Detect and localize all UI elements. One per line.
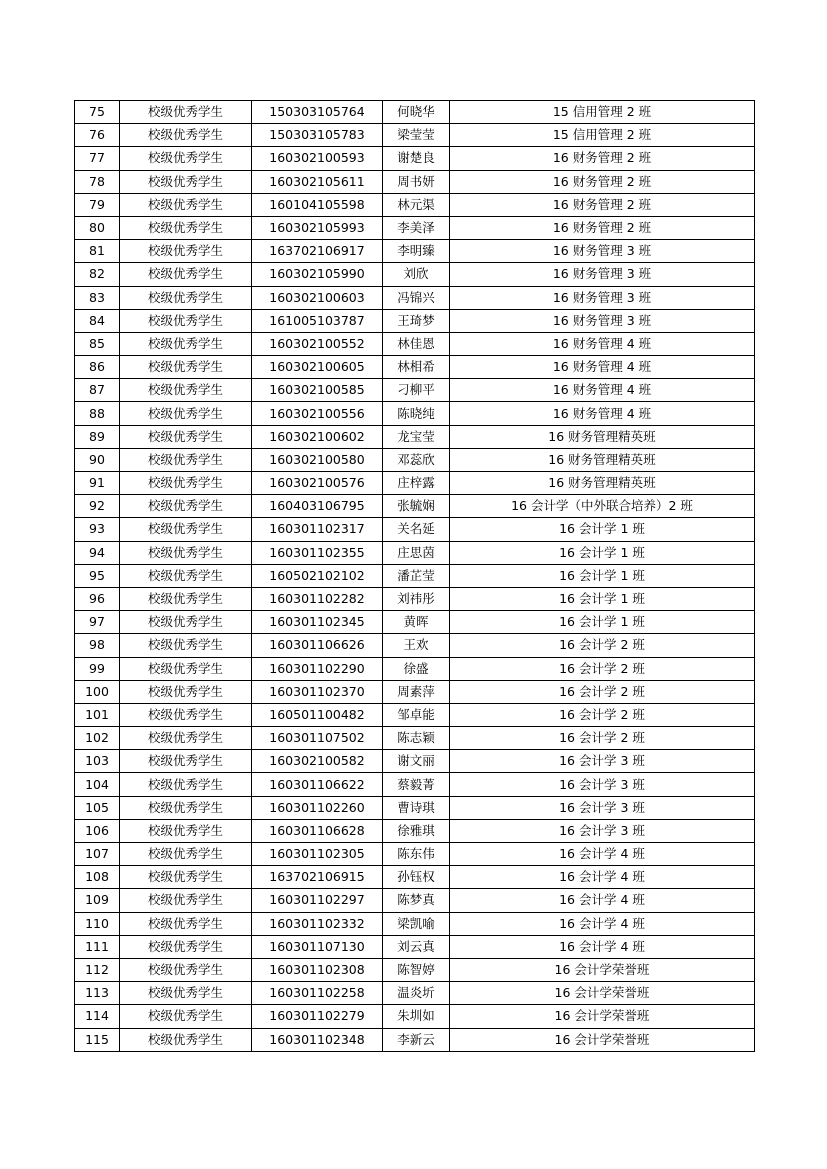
table-row bbox=[75, 425, 755, 448]
student-id-cell: 160301102355 bbox=[252, 541, 383, 564]
student-id-cell: 160302100556 bbox=[252, 402, 383, 425]
row-number-cell: 115 bbox=[75, 1028, 120, 1051]
row-number-cell: 92 bbox=[75, 495, 120, 518]
table-row bbox=[75, 564, 755, 587]
class-cell: 16 会计学 4 班 bbox=[450, 912, 755, 935]
table-row bbox=[75, 912, 755, 935]
student-name-cell: 朱圳如 bbox=[383, 1005, 450, 1028]
class-cell: 16 会计学荣誉班 bbox=[450, 1028, 755, 1051]
student-id-cell: 160301102332 bbox=[252, 912, 383, 935]
award-cell: 校级优秀学生 bbox=[120, 216, 252, 239]
award-cell: 校级优秀学生 bbox=[120, 958, 252, 981]
student-id-cell: 160301106628 bbox=[252, 819, 383, 842]
table-row bbox=[75, 819, 755, 842]
table-row bbox=[75, 402, 755, 425]
row-number-cell: 112 bbox=[75, 958, 120, 981]
student-id-cell: 160301102258 bbox=[252, 982, 383, 1005]
class-cell: 16 会计学 2 班 bbox=[450, 727, 755, 750]
row-number-cell: 87 bbox=[75, 379, 120, 402]
class-cell: 16 财务管理 2 班 bbox=[450, 216, 755, 239]
row-number-cell: 100 bbox=[75, 680, 120, 703]
student-name-cell: 林相希 bbox=[383, 356, 450, 379]
award-cell: 校级优秀学生 bbox=[120, 541, 252, 564]
table-row bbox=[75, 773, 755, 796]
table-row bbox=[75, 541, 755, 564]
table-row bbox=[75, 356, 755, 379]
row-number-cell: 82 bbox=[75, 263, 120, 286]
table-body bbox=[75, 101, 755, 1052]
row-number-cell: 94 bbox=[75, 541, 120, 564]
student-id-cell: 160301102308 bbox=[252, 958, 383, 981]
student-name-cell: 陈志颖 bbox=[383, 727, 450, 750]
student-name-cell: 李新云 bbox=[383, 1028, 450, 1051]
table-row bbox=[75, 472, 755, 495]
class-cell: 16 财务管理 4 班 bbox=[450, 379, 755, 402]
student-name-cell: 冯锦兴 bbox=[383, 286, 450, 309]
student-name-cell: 刁柳平 bbox=[383, 379, 450, 402]
row-number-cell: 90 bbox=[75, 448, 120, 471]
row-number-cell: 78 bbox=[75, 170, 120, 193]
row-number-cell: 107 bbox=[75, 843, 120, 866]
row-number-cell: 101 bbox=[75, 703, 120, 726]
student-id-cell: 160302105990 bbox=[252, 263, 383, 286]
class-cell: 16 财务管理 4 班 bbox=[450, 332, 755, 355]
row-number-cell: 102 bbox=[75, 727, 120, 750]
student-id-cell: 160302100576 bbox=[252, 472, 383, 495]
table-row bbox=[75, 240, 755, 263]
row-number-cell: 103 bbox=[75, 750, 120, 773]
class-cell: 16 财务管理 4 班 bbox=[450, 356, 755, 379]
award-cell: 校级优秀学生 bbox=[120, 124, 252, 147]
student-name-cell: 徐雅琪 bbox=[383, 819, 450, 842]
row-number-cell: 110 bbox=[75, 912, 120, 935]
award-cell: 校级优秀学生 bbox=[120, 657, 252, 680]
row-number-cell: 99 bbox=[75, 657, 120, 680]
table-row bbox=[75, 611, 755, 634]
student-name-cell: 王琦梦 bbox=[383, 309, 450, 332]
table-row bbox=[75, 657, 755, 680]
student-id-cell: 160302100605 bbox=[252, 356, 383, 379]
table-row bbox=[75, 680, 755, 703]
student-id-cell: 160302100552 bbox=[252, 332, 383, 355]
row-number-cell: 113 bbox=[75, 982, 120, 1005]
table-row bbox=[75, 703, 755, 726]
row-number-cell: 85 bbox=[75, 332, 120, 355]
row-number-cell: 109 bbox=[75, 889, 120, 912]
class-cell: 16 财务管理 3 班 bbox=[450, 263, 755, 286]
student-id-cell: 160302100602 bbox=[252, 425, 383, 448]
award-cell: 校级优秀学生 bbox=[120, 750, 252, 773]
row-number-cell: 98 bbox=[75, 634, 120, 657]
student-name-cell: 何晓华 bbox=[383, 101, 450, 124]
student-id-cell: 163702106917 bbox=[252, 240, 383, 263]
student-id-cell: 160301102279 bbox=[252, 1005, 383, 1028]
award-cell: 校级优秀学生 bbox=[120, 309, 252, 332]
class-cell: 16 财务管理 2 班 bbox=[450, 193, 755, 216]
row-number-cell: 106 bbox=[75, 819, 120, 842]
award-cell: 校级优秀学生 bbox=[120, 866, 252, 889]
student-name-cell: 刘云真 bbox=[383, 935, 450, 958]
student-id-cell: 160302100580 bbox=[252, 448, 383, 471]
class-cell: 16 财务管理 3 班 bbox=[450, 286, 755, 309]
student-name-cell: 庄梓露 bbox=[383, 472, 450, 495]
class-cell: 15 信用管理 2 班 bbox=[450, 101, 755, 124]
student-id-cell: 160302105993 bbox=[252, 216, 383, 239]
award-cell: 校级优秀学生 bbox=[120, 912, 252, 935]
class-cell: 16 财务管理精英班 bbox=[450, 448, 755, 471]
table-row bbox=[75, 982, 755, 1005]
class-cell: 16 财务管理精英班 bbox=[450, 425, 755, 448]
table-row bbox=[75, 170, 755, 193]
table-row bbox=[75, 889, 755, 912]
table-row bbox=[75, 866, 755, 889]
table-row bbox=[75, 309, 755, 332]
class-cell: 16 会计学 3 班 bbox=[450, 773, 755, 796]
class-cell: 16 会计学荣誉班 bbox=[450, 1005, 755, 1028]
student-id-cell: 163702106915 bbox=[252, 866, 383, 889]
award-cell: 校级优秀学生 bbox=[120, 518, 252, 541]
award-cell: 校级优秀学生 bbox=[120, 402, 252, 425]
class-cell: 16 会计学 2 班 bbox=[450, 680, 755, 703]
student-id-cell: 160301102290 bbox=[252, 657, 383, 680]
table-row bbox=[75, 1005, 755, 1028]
award-cell: 校级优秀学生 bbox=[120, 193, 252, 216]
student-name-cell: 曹诗琪 bbox=[383, 796, 450, 819]
student-name-cell: 林佳恩 bbox=[383, 332, 450, 355]
table-row bbox=[75, 147, 755, 170]
table-row bbox=[75, 286, 755, 309]
table-row bbox=[75, 379, 755, 402]
award-cell: 校级优秀学生 bbox=[120, 147, 252, 170]
award-cell: 校级优秀学生 bbox=[120, 819, 252, 842]
row-number-cell: 83 bbox=[75, 286, 120, 309]
student-name-cell: 蔡毅菁 bbox=[383, 773, 450, 796]
row-number-cell: 79 bbox=[75, 193, 120, 216]
award-cell: 校级优秀学生 bbox=[120, 703, 252, 726]
student-id-cell: 160302105611 bbox=[252, 170, 383, 193]
student-id-cell: 160301102370 bbox=[252, 680, 383, 703]
student-name-cell: 张毓娴 bbox=[383, 495, 450, 518]
class-cell: 16 会计学 2 班 bbox=[450, 657, 755, 680]
award-cell: 校级优秀学生 bbox=[120, 356, 252, 379]
table-row bbox=[75, 495, 755, 518]
table-row bbox=[75, 263, 755, 286]
row-number-cell: 89 bbox=[75, 425, 120, 448]
student-id-cell: 150303105764 bbox=[252, 101, 383, 124]
class-cell: 16 会计学 4 班 bbox=[450, 866, 755, 889]
row-number-cell: 104 bbox=[75, 773, 120, 796]
award-cell: 校级优秀学生 bbox=[120, 611, 252, 634]
class-cell: 16 会计学 3 班 bbox=[450, 750, 755, 773]
class-cell: 16 财务管理 3 班 bbox=[450, 309, 755, 332]
table-row bbox=[75, 634, 755, 657]
student-id-cell: 160301102345 bbox=[252, 611, 383, 634]
table-row bbox=[75, 958, 755, 981]
class-cell: 16 财务管理 3 班 bbox=[450, 240, 755, 263]
student-id-cell: 160301102260 bbox=[252, 796, 383, 819]
award-cell: 校级优秀学生 bbox=[120, 680, 252, 703]
class-cell: 16 会计学 4 班 bbox=[450, 843, 755, 866]
class-cell: 15 信用管理 2 班 bbox=[450, 124, 755, 147]
row-number-cell: 91 bbox=[75, 472, 120, 495]
class-cell: 16 会计学 1 班 bbox=[450, 518, 755, 541]
table-row bbox=[75, 518, 755, 541]
student-name-cell: 王欢 bbox=[383, 634, 450, 657]
class-cell: 16 会计学荣誉班 bbox=[450, 982, 755, 1005]
student-id-cell: 160501100482 bbox=[252, 703, 383, 726]
student-name-cell: 梁凯喻 bbox=[383, 912, 450, 935]
student-name-cell: 黄晖 bbox=[383, 611, 450, 634]
row-number-cell: 76 bbox=[75, 124, 120, 147]
table-row bbox=[75, 587, 755, 610]
row-number-cell: 108 bbox=[75, 866, 120, 889]
class-cell: 16 会计学（中外联合培养）2 班 bbox=[450, 495, 755, 518]
student-id-cell: 160301102348 bbox=[252, 1028, 383, 1051]
award-cell: 校级优秀学生 bbox=[120, 240, 252, 263]
class-cell: 16 会计学 1 班 bbox=[450, 587, 755, 610]
student-id-cell: 160302100603 bbox=[252, 286, 383, 309]
award-cell: 校级优秀学生 bbox=[120, 101, 252, 124]
award-cell: 校级优秀学生 bbox=[120, 332, 252, 355]
table-row bbox=[75, 216, 755, 239]
student-name-cell: 陈东伟 bbox=[383, 843, 450, 866]
award-cell: 校级优秀学生 bbox=[120, 982, 252, 1005]
student-name-cell: 林元渠 bbox=[383, 193, 450, 216]
student-name-cell: 陈智婷 bbox=[383, 958, 450, 981]
class-cell: 16 会计学荣誉班 bbox=[450, 958, 755, 981]
student-name-cell: 邹卓能 bbox=[383, 703, 450, 726]
table-row bbox=[75, 727, 755, 750]
student-id-cell: 160301106626 bbox=[252, 634, 383, 657]
table-row bbox=[75, 935, 755, 958]
student-name-cell: 刘祎彤 bbox=[383, 587, 450, 610]
student-name-cell: 陈晓纯 bbox=[383, 402, 450, 425]
row-number-cell: 81 bbox=[75, 240, 120, 263]
row-number-cell: 75 bbox=[75, 101, 120, 124]
class-cell: 16 会计学 1 班 bbox=[450, 611, 755, 634]
student-name-cell: 邓蕊欣 bbox=[383, 448, 450, 471]
student-name-cell: 徐盛 bbox=[383, 657, 450, 680]
student-name-cell: 陈梦真 bbox=[383, 889, 450, 912]
student-id-cell: 160301107130 bbox=[252, 935, 383, 958]
student-name-cell: 潘芷莹 bbox=[383, 564, 450, 587]
row-number-cell: 88 bbox=[75, 402, 120, 425]
award-cell: 校级优秀学生 bbox=[120, 472, 252, 495]
award-cell: 校级优秀学生 bbox=[120, 448, 252, 471]
class-cell: 16 会计学 1 班 bbox=[450, 541, 755, 564]
row-number-cell: 77 bbox=[75, 147, 120, 170]
award-cell: 校级优秀学生 bbox=[120, 564, 252, 587]
student-id-cell: 150303105783 bbox=[252, 124, 383, 147]
student-id-cell: 160301102297 bbox=[252, 889, 383, 912]
table-row bbox=[75, 1028, 755, 1051]
student-name-cell: 谢楚良 bbox=[383, 147, 450, 170]
row-number-cell: 86 bbox=[75, 356, 120, 379]
award-cell: 校级优秀学生 bbox=[120, 773, 252, 796]
student-id-cell: 160104105598 bbox=[252, 193, 383, 216]
student-name-cell: 周素萍 bbox=[383, 680, 450, 703]
class-cell: 16 财务管理 2 班 bbox=[450, 170, 755, 193]
award-cell: 校级优秀学生 bbox=[120, 425, 252, 448]
class-cell: 16 财务管理 4 班 bbox=[450, 402, 755, 425]
row-number-cell: 111 bbox=[75, 935, 120, 958]
table-row bbox=[75, 332, 755, 355]
award-cell: 校级优秀学生 bbox=[120, 379, 252, 402]
award-cell: 校级优秀学生 bbox=[120, 1028, 252, 1051]
table-row bbox=[75, 796, 755, 819]
student-name-cell: 庄思茵 bbox=[383, 541, 450, 564]
document-page bbox=[74, 100, 755, 1052]
award-cell: 校级优秀学生 bbox=[120, 634, 252, 657]
student-name-cell: 李美泽 bbox=[383, 216, 450, 239]
award-cell: 校级优秀学生 bbox=[120, 495, 252, 518]
row-number-cell: 80 bbox=[75, 216, 120, 239]
row-number-cell: 97 bbox=[75, 611, 120, 634]
row-number-cell: 95 bbox=[75, 564, 120, 587]
student-id-cell: 160403106795 bbox=[252, 495, 383, 518]
class-cell: 16 会计学 1 班 bbox=[450, 564, 755, 587]
student-name-cell: 李明臻 bbox=[383, 240, 450, 263]
class-cell: 16 财务管理 2 班 bbox=[450, 147, 755, 170]
student-id-cell: 160302100593 bbox=[252, 147, 383, 170]
row-number-cell: 96 bbox=[75, 587, 120, 610]
award-cell: 校级优秀学生 bbox=[120, 1005, 252, 1028]
table-row bbox=[75, 101, 755, 124]
student-name-cell: 刘欣 bbox=[383, 263, 450, 286]
table-row bbox=[75, 448, 755, 471]
student-id-cell: 160301102282 bbox=[252, 587, 383, 610]
award-cell: 校级优秀学生 bbox=[120, 170, 252, 193]
award-cell: 校级优秀学生 bbox=[120, 889, 252, 912]
student-name-cell: 周书妍 bbox=[383, 170, 450, 193]
class-cell: 16 会计学 2 班 bbox=[450, 634, 755, 657]
student-id-cell: 160301107502 bbox=[252, 727, 383, 750]
award-cell: 校级优秀学生 bbox=[120, 796, 252, 819]
class-cell: 16 会计学 4 班 bbox=[450, 935, 755, 958]
student-id-cell: 160502102102 bbox=[252, 564, 383, 587]
student-name-cell: 温炎圻 bbox=[383, 982, 450, 1005]
student-name-cell: 孙钰权 bbox=[383, 866, 450, 889]
award-cell: 校级优秀学生 bbox=[120, 587, 252, 610]
award-cell: 校级优秀学生 bbox=[120, 935, 252, 958]
student-name-cell: 关名延 bbox=[383, 518, 450, 541]
student-name-cell: 龙宝莹 bbox=[383, 425, 450, 448]
student-id-cell: 161005103787 bbox=[252, 309, 383, 332]
honor-roster-table bbox=[74, 100, 755, 1052]
class-cell: 16 财务管理精英班 bbox=[450, 472, 755, 495]
award-cell: 校级优秀学生 bbox=[120, 727, 252, 750]
table-row bbox=[75, 843, 755, 866]
table-row bbox=[75, 193, 755, 216]
row-number-cell: 93 bbox=[75, 518, 120, 541]
class-cell: 16 会计学 4 班 bbox=[450, 889, 755, 912]
student-id-cell: 160302100582 bbox=[252, 750, 383, 773]
class-cell: 16 会计学 2 班 bbox=[450, 703, 755, 726]
student-id-cell: 160301102305 bbox=[252, 843, 383, 866]
row-number-cell: 105 bbox=[75, 796, 120, 819]
student-name-cell: 谢文丽 bbox=[383, 750, 450, 773]
student-id-cell: 160302100585 bbox=[252, 379, 383, 402]
award-cell: 校级优秀学生 bbox=[120, 286, 252, 309]
student-id-cell: 160301102317 bbox=[252, 518, 383, 541]
table-row bbox=[75, 750, 755, 773]
class-cell: 16 会计学 3 班 bbox=[450, 819, 755, 842]
award-cell: 校级优秀学生 bbox=[120, 263, 252, 286]
student-id-cell: 160301106622 bbox=[252, 773, 383, 796]
row-number-cell: 84 bbox=[75, 309, 120, 332]
table-row bbox=[75, 124, 755, 147]
award-cell: 校级优秀学生 bbox=[120, 843, 252, 866]
class-cell: 16 会计学 3 班 bbox=[450, 796, 755, 819]
student-name-cell: 梁莹莹 bbox=[383, 124, 450, 147]
row-number-cell: 114 bbox=[75, 1005, 120, 1028]
